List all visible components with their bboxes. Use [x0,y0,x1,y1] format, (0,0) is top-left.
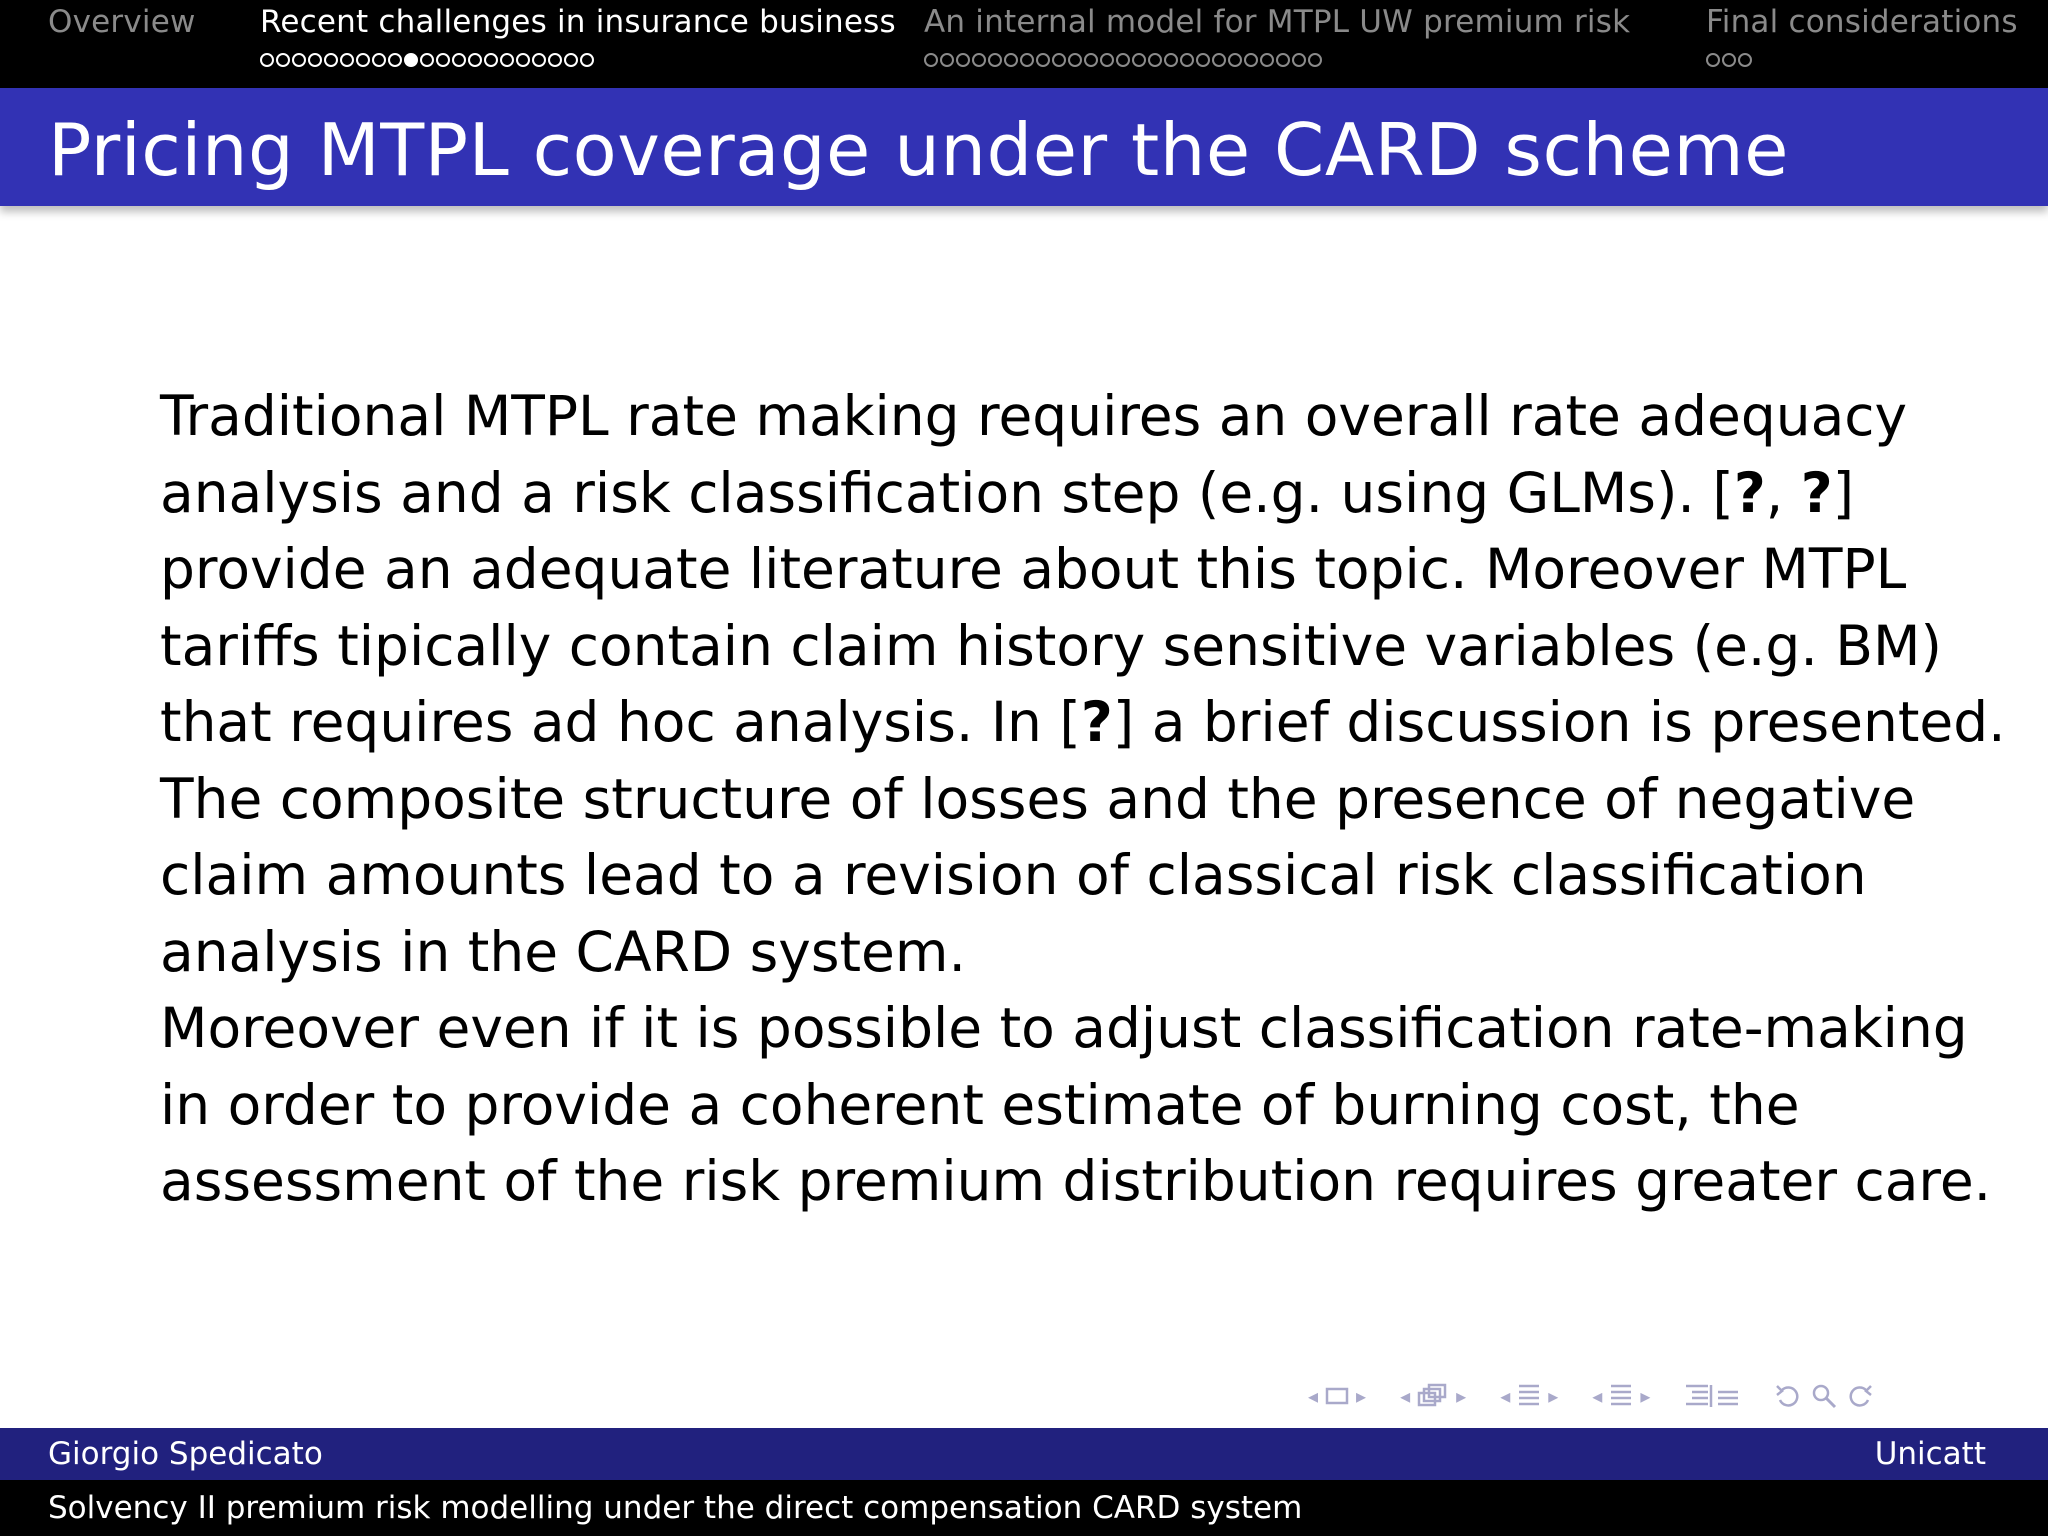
next-section-arrow[interactable]: ▸ [1548,1384,1559,1408]
slide-dot[interactable] [1308,53,1322,67]
text-line [160,455,1900,532]
text-line: The composite structure of losses and the presence of negative [160,766,1916,831]
slide-dot[interactable] [388,53,402,67]
next-frame-arrow[interactable]: ▸ [1356,1384,1367,1408]
slide-dot[interactable] [436,53,450,67]
prev-section-arrow[interactable]: ◂ [1500,1384,1511,1408]
slide-dot[interactable] [1020,53,1034,67]
slide-dot[interactable] [564,53,578,67]
text-line: tariffs tipically contain claim history sensitive variables (e.g. BM) [160,613,1942,678]
subsection-nav [1400,1381,1466,1411]
slide-dot[interactable] [1738,53,1752,67]
frame-nav [1308,1384,1366,1408]
slide-dot[interactable] [548,53,562,67]
footer-talk-title: Solvency II premium risk modelling under the direct compensation CARD system [48,1490,1303,1526]
text-run: analysis and a risk classification step (e.g. using GLMs). [ [160,460,1734,525]
footer-title-bar [0,1480,2048,1536]
slide-dot[interactable] [452,53,466,67]
slide-dot[interactable] [1706,53,1720,67]
slide-dot[interactable] [1148,53,1162,67]
title-bar [0,88,2048,206]
slide-dot[interactable] [1276,53,1290,67]
prev-section-arrow[interactable]: ◂ [1592,1384,1603,1408]
slide-dots [260,50,594,70]
slide-dot[interactable] [1132,53,1146,67]
redo-icon[interactable] [1844,1382,1874,1410]
slide-dot[interactable] [260,53,274,67]
slide-dot[interactable] [1228,53,1242,67]
citation-link[interactable]: ? [1733,460,1766,525]
document-icon[interactable] [1684,1381,1740,1411]
slide-dot[interactable] [340,53,354,67]
text-run: that requires ad hoc analysis. In [ [160,690,1081,754]
prev-frame-arrow[interactable]: ◂ [1308,1384,1319,1408]
slide-dot[interactable] [1084,53,1098,67]
slide-dot[interactable] [988,53,1002,67]
slide-dot[interactable] [972,53,986,67]
slide-dots [924,50,1322,70]
prev-subsection-arrow[interactable]: ◂ [1400,1384,1411,1408]
navigation-symbols [1308,1378,1874,1414]
slide-dot[interactable] [516,53,530,67]
slide-dot[interactable] [484,53,498,67]
text-line: assessment of the risk premium distribution requires greater care. [160,1149,1992,1213]
slide-dot[interactable] [580,53,594,67]
slide-dot[interactable] [1164,53,1178,67]
slide-dot[interactable] [372,53,386,67]
slide-dot[interactable] [420,53,434,67]
paragraph-rate-making [160,378,2006,990]
section-icon[interactable] [1608,1382,1634,1410]
citation-link[interactable]: ? [1080,690,1113,754]
slide-dots [1706,50,1752,70]
slide-dot[interactable] [924,53,938,67]
slide-dot[interactable] [1052,53,1066,67]
frame-icon[interactable] [1324,1385,1350,1407]
section-nav-2 [1592,1382,1650,1410]
slide-dot[interactable] [500,53,514,67]
slide-dot[interactable] [1260,53,1274,67]
nav-section-title[interactable]: Final considerations [1706,4,2018,40]
text-run: ] [1832,460,1855,525]
slide-dot[interactable] [532,53,546,67]
text-line: claim amounts lead to a revision of classical risk classification [160,843,1867,907]
slide-dot[interactable] [276,53,290,67]
slide-dot[interactable] [1244,53,1258,67]
slide-dot[interactable] [468,53,482,67]
slide-dot[interactable] [324,53,338,67]
slide-dot[interactable] [1196,53,1210,67]
text-run: , [1765,460,1801,525]
text-line: Traditional MTPL rate making requires an overall rate adequacy [160,384,1908,448]
undo-icon[interactable] [1774,1382,1804,1410]
nav-section-title[interactable]: An internal model for MTPL UW premium risk [924,4,1631,40]
footer-author: Giorgio Spedicato [48,1436,323,1472]
nav-section-title[interactable]: Recent challenges in insurance business [260,4,896,40]
subsection-icon[interactable] [1416,1381,1450,1411]
next-section-arrow[interactable]: ▸ [1640,1384,1651,1408]
slide-dot[interactable] [308,53,322,67]
slide-title: Pricing MTPL coverage under the CARD scheme [48,108,1789,192]
nav-section-title[interactable]: Overview [48,4,196,40]
footer-institution: Unicatt [1874,1436,1986,1472]
slide-dot[interactable] [1116,53,1130,67]
text-line: in order to provide a coherent estimate of burning cost, the [160,1072,1800,1137]
section-navigation [0,0,2048,92]
slide-dot[interactable] [1100,53,1114,67]
text-line: provide an adequate literature about this topic. Moreover MTPL [160,537,1907,601]
slide-dot[interactable] [1068,53,1082,67]
paragraph-risk-premium [160,990,1992,1220]
search-icon[interactable] [1810,1382,1838,1410]
slide-dot[interactable] [1292,53,1306,67]
slide-dot[interactable] [1180,53,1194,67]
slide-dot[interactable] [356,53,370,67]
slide-dot[interactable] [1036,53,1050,67]
text-line: Moreover even if it is possible to adjust classification rate-making [160,996,1968,1060]
text-line [160,684,2006,761]
slide-dot[interactable] [1004,53,1018,67]
section-nav [1500,1382,1558,1410]
slide-dot[interactable] [940,53,954,67]
slide-dot[interactable] [1212,53,1226,67]
citation-link[interactable]: ? [1800,460,1833,525]
footer-author-bar [0,1428,2048,1480]
current-slide-dot[interactable] [404,53,418,67]
text-line: analysis in the CARD system. [160,919,966,984]
slide-body [160,378,2006,1220]
section-icon[interactable] [1516,1382,1542,1410]
document-nav [1684,1381,1740,1411]
slide-dot[interactable] [1722,53,1736,67]
slide-dot[interactable] [292,53,306,67]
search-nav [1774,1382,1874,1410]
slide-dot[interactable] [956,53,970,67]
text-run: ] a brief discussion is presented. [1112,690,2006,754]
next-subsection-arrow[interactable]: ▸ [1456,1384,1467,1408]
